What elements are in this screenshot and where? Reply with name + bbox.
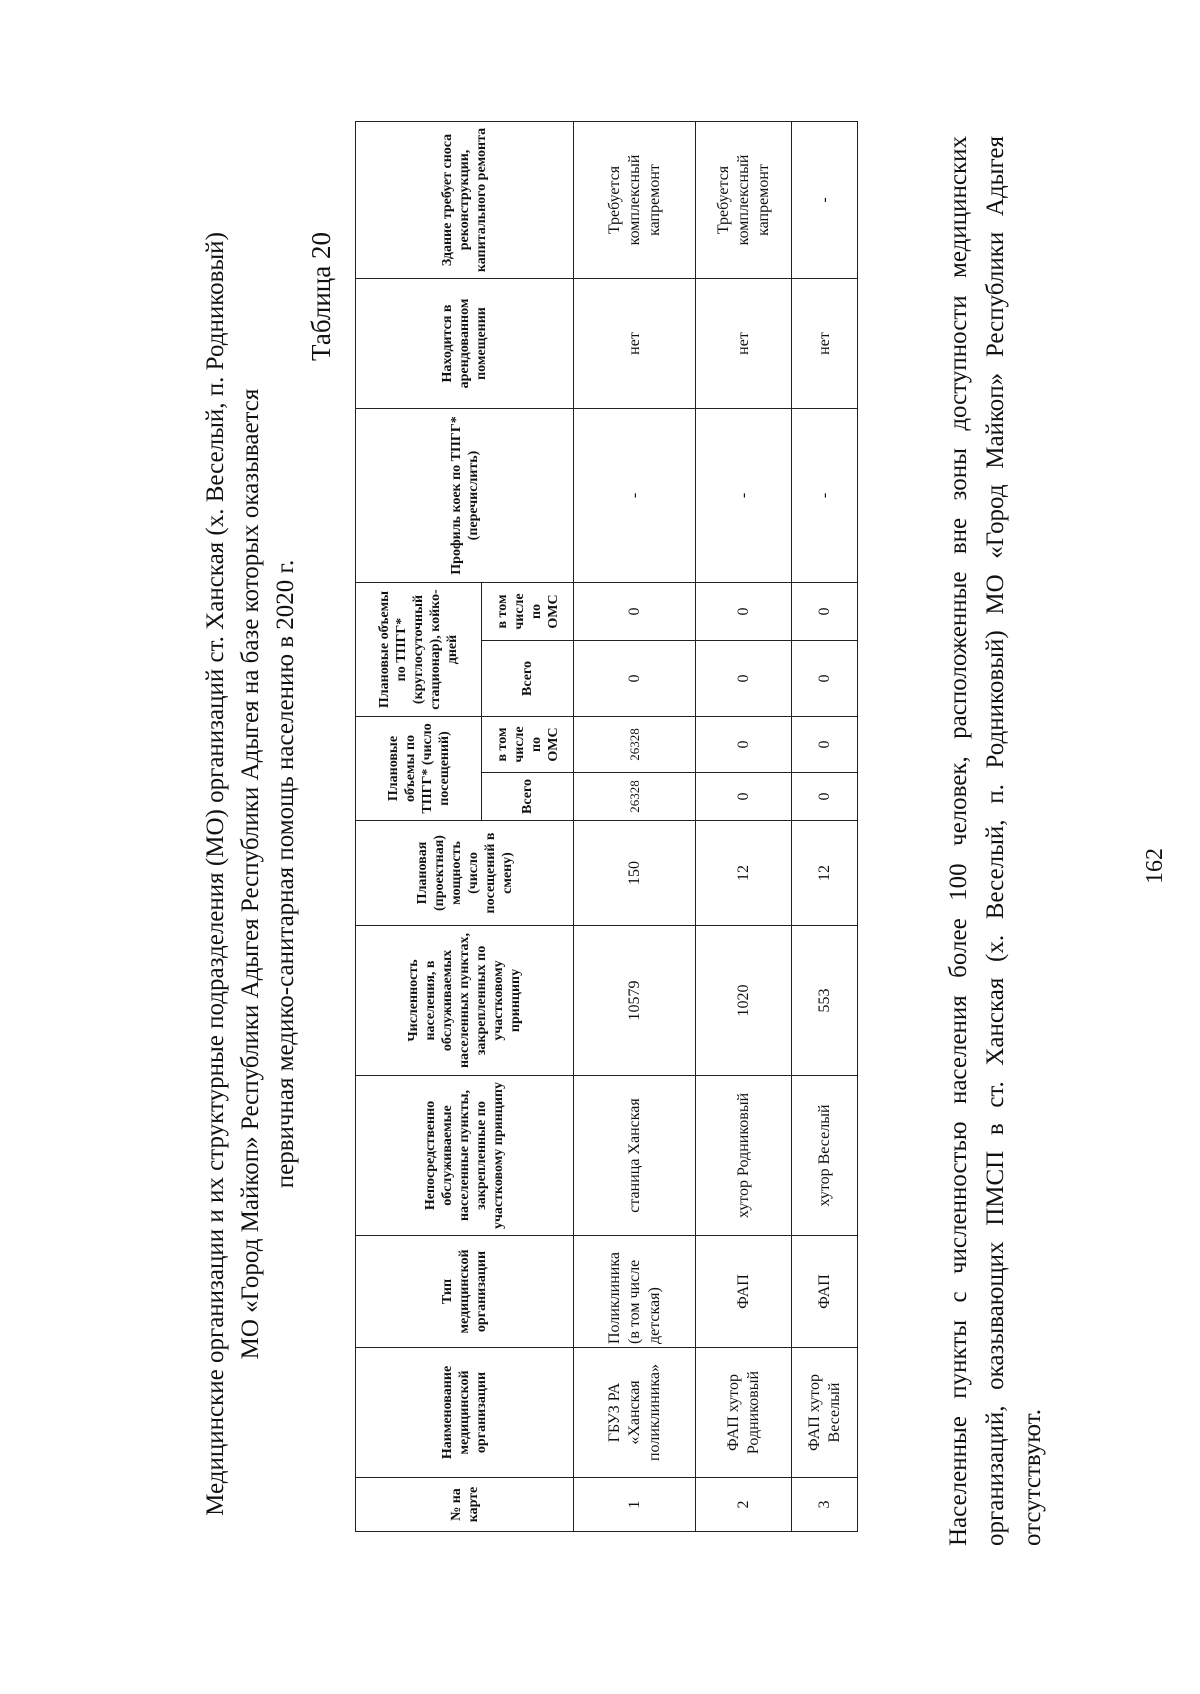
cell-name: ГБУЗ РА «Ханская поликлиника» [574, 1348, 696, 1478]
cell-visits-oms: 0 [696, 717, 792, 773]
header-type: Тип медицинской организации [356, 1236, 574, 1348]
cell-visits-total: 0 [696, 773, 792, 821]
cell-demolition: - [792, 122, 858, 279]
cell-beds-total: 0 [792, 641, 858, 717]
header-capacity: Плановая (проектная) мощность (число посещений в смену) [356, 821, 574, 926]
header-visits-total: Всего [482, 773, 574, 821]
header-population: Численность населения, в обслуживаемых населенных пунктах, закрепленных по участковому принципу [356, 926, 574, 1076]
cell-type: Поликлиника (в том числе детская) [574, 1236, 696, 1348]
cell-rented: нет [696, 279, 792, 409]
header-beds-oms: в том числе по ОМС [482, 583, 574, 641]
document-title [198, 184, 303, 1564]
header-settlements: Непосредственно обслуживаемые населенные пункты, закрепленные по участковому принципу [356, 1076, 574, 1236]
cell-profile: - [792, 409, 858, 583]
cell-name: ФАП хутор Веселый [792, 1348, 858, 1478]
cell-beds-oms: 0 [574, 583, 696, 641]
cell-profile: - [696, 409, 792, 583]
cell-num: 1 [574, 1478, 696, 1532]
cell-demolition: Требуется комплексный капремонт [574, 122, 696, 279]
header-visits-group: Плановые объемы по ТПГГ* (число посещений) [356, 717, 482, 821]
table-row [696, 122, 792, 1532]
cell-settlements: хутор Веселый [792, 1076, 858, 1236]
medical-organizations-table [355, 121, 858, 1532]
cell-settlements: станица Ханская [574, 1076, 696, 1236]
cell-name: ФАП хутор Родниковый [696, 1348, 792, 1478]
cell-demolition: Требуется комплексный капремонт [696, 122, 792, 279]
cell-beds-total: 0 [696, 641, 792, 717]
cell-type: ФАП [696, 1236, 792, 1348]
header-visits-oms: в том числе по ОМС [482, 717, 574, 773]
header-beds-total: Всего [482, 641, 574, 717]
header-name: Наименование медицинской организации [356, 1348, 574, 1478]
header-rented: Находится в арендованном помещении [356, 279, 574, 409]
cell-beds-oms: 0 [696, 583, 792, 641]
cell-visits-total: 0 [792, 773, 858, 821]
title-line-3: первичная медико-санитарная помощь населению в 2020 г. [272, 559, 299, 1189]
cell-profile: - [574, 409, 696, 583]
cell-beds-total: 0 [574, 641, 696, 717]
header-profile: Профиль коек по ТПГГ* (перечислить) [356, 409, 574, 583]
cell-rented: нет [792, 279, 858, 409]
cell-visits-total: 26328 [574, 773, 696, 821]
table-label: Таблица 20 [306, 232, 336, 361]
table-row [792, 122, 858, 1532]
cell-rented: нет [574, 279, 696, 409]
header-beds-group: Плановые объемы по ТПГГ* (круглосуточный стационар), койко-дней [356, 583, 482, 717]
footer-paragraph: Населенные пункты с численностью населения более 100 человек, расположенные вне зоны доступности медицинских организаций, оказывающих ПМСП в ст. Ханская (х. Веселый, п. Родниковый) МО «Город Майкоп» Республики Адыгея отсутствуют. [945, 136, 1046, 1546]
cell-num: 2 [696, 1478, 792, 1532]
title-line-2: МО «Город Майкоп» Республики Адыгея Республики Адыгея на базе которых оказывается [237, 388, 264, 1360]
cell-type: ФАП [792, 1236, 858, 1348]
cell-visits-oms: 26328 [574, 717, 696, 773]
cell-settlements: хутор Родниковый [696, 1076, 792, 1236]
cell-capacity: 12 [696, 821, 792, 926]
cell-beds-oms: 0 [792, 583, 858, 641]
cell-population: 10579 [574, 926, 696, 1076]
cell-num: 3 [792, 1478, 858, 1532]
title-line-1: Медицинские организации и их структурные подразделения (МО) организаций ст. Ханская (х. Веселый, п. Родниковый) [202, 232, 229, 1516]
cell-visits-oms: 0 [792, 717, 858, 773]
header-demolition: Здание требует сноса реконструкции, капитального ремонта [356, 122, 574, 279]
cell-population: 553 [792, 926, 858, 1076]
cell-capacity: 150 [574, 821, 696, 926]
cell-population: 1020 [696, 926, 792, 1076]
header-num: № на карте [356, 1478, 574, 1532]
table-row [574, 122, 696, 1532]
cell-capacity: 12 [792, 821, 858, 926]
page-number: 162 [1142, 848, 1168, 884]
